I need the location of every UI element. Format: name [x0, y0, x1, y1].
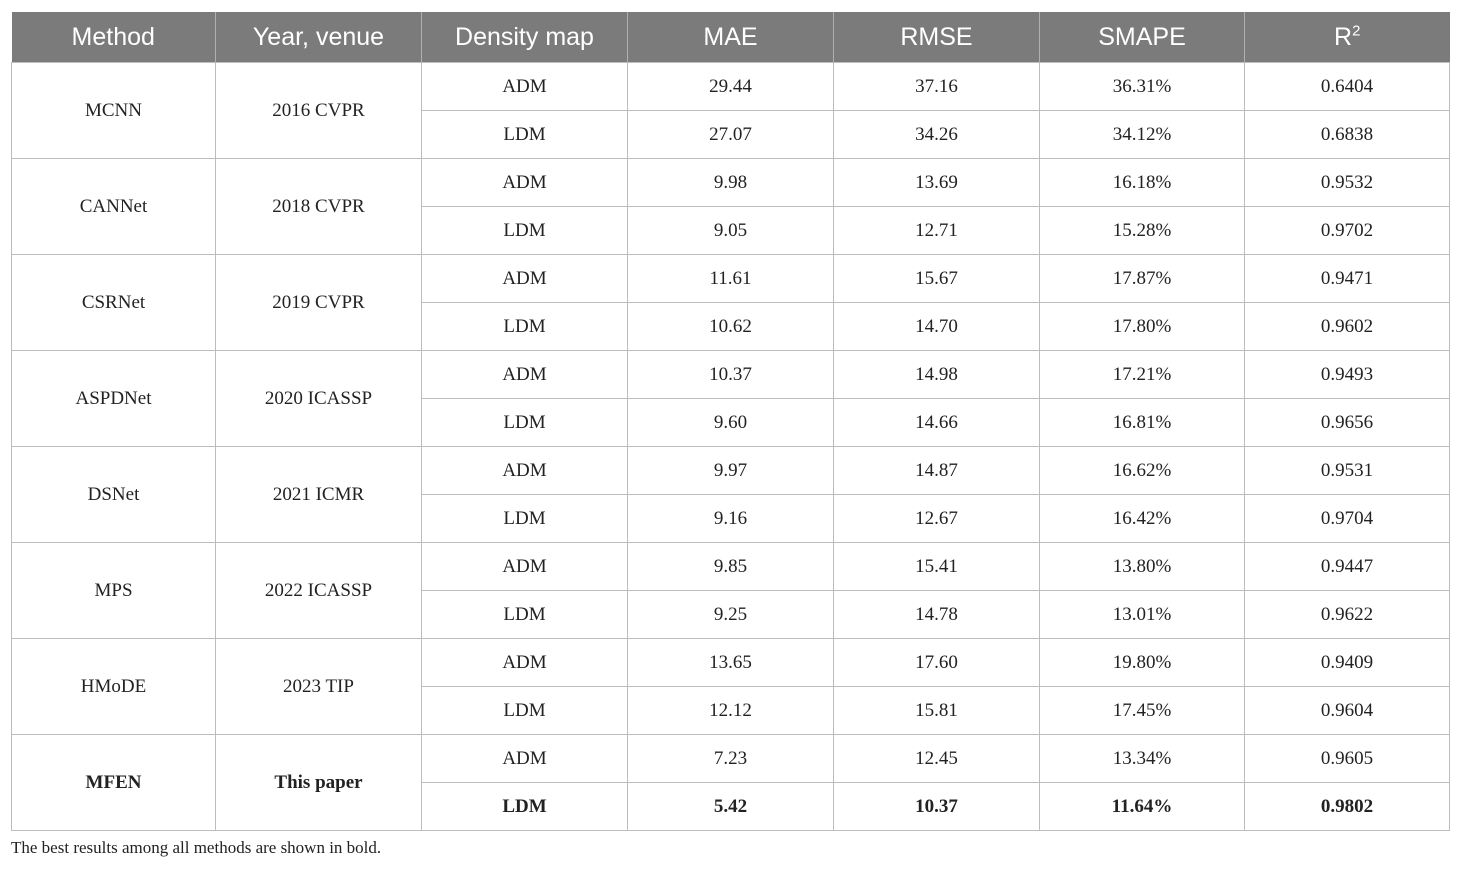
density-map-cell: LDM: [422, 687, 628, 735]
r2-cell: 0.9704: [1245, 495, 1450, 543]
density-map-cell: LDM: [422, 399, 628, 447]
smape-cell: 17.87%: [1040, 255, 1245, 303]
rmse-cell: 14.87: [834, 447, 1040, 495]
smape-cell: 16.62%: [1040, 447, 1245, 495]
method-cell: MCNN: [12, 63, 216, 159]
r2-cell: 0.9447: [1245, 543, 1450, 591]
rmse-cell: 14.98: [834, 351, 1040, 399]
density-map-cell: LDM: [422, 495, 628, 543]
table-row: [12, 351, 1450, 399]
mae-cell: 9.98: [628, 159, 834, 207]
year-venue-cell: 2018 CVPR: [216, 159, 422, 255]
smape-cell: 11.64%: [1040, 783, 1245, 831]
method-cell: CSRNet: [12, 255, 216, 351]
rmse-cell: 14.70: [834, 303, 1040, 351]
density-map-cell: LDM: [422, 111, 628, 159]
density-map-cell: ADM: [422, 639, 628, 687]
table-row: [12, 735, 1450, 783]
r2-cell: 0.9604: [1245, 687, 1450, 735]
density-map-cell: ADM: [422, 351, 628, 399]
r2-cell: 0.9493: [1245, 351, 1450, 399]
r2-cell: 0.9702: [1245, 207, 1450, 255]
r2-cell: 0.9622: [1245, 591, 1450, 639]
rmse-cell: 37.16: [834, 63, 1040, 111]
smape-cell: 16.18%: [1040, 159, 1245, 207]
table-row: [12, 63, 1450, 111]
mae-cell: 9.60: [628, 399, 834, 447]
r2-cell: 0.9656: [1245, 399, 1450, 447]
mae-cell: 12.12: [628, 687, 834, 735]
r2-cell: 0.6404: [1245, 63, 1450, 111]
method-cell: ASPDNet: [12, 351, 216, 447]
smape-cell: 16.42%: [1040, 495, 1245, 543]
table-row: [12, 639, 1450, 687]
header-r2-base: R: [1334, 22, 1353, 51]
rmse-cell: 34.26: [834, 111, 1040, 159]
density-map-cell: LDM: [422, 303, 628, 351]
rmse-cell: 14.78: [834, 591, 1040, 639]
method-cell: DSNet: [12, 447, 216, 543]
smape-cell: 13.80%: [1040, 543, 1245, 591]
smape-cell: 17.80%: [1040, 303, 1245, 351]
year-venue-cell: This paper: [216, 735, 422, 831]
results-table: [11, 12, 1450, 831]
table-row: [12, 255, 1450, 303]
mae-cell: 27.07: [628, 111, 834, 159]
header-rmse: RMSE: [834, 12, 1040, 63]
smape-cell: 36.31%: [1040, 63, 1245, 111]
rmse-cell: 12.45: [834, 735, 1040, 783]
header-year-venue: Year, venue: [216, 12, 422, 63]
density-map-cell: ADM: [422, 63, 628, 111]
table-row: [12, 543, 1450, 591]
year-venue-cell: 2023 TIP: [216, 639, 422, 735]
density-map-cell: LDM: [422, 783, 628, 831]
mae-cell: 7.23: [628, 735, 834, 783]
year-venue-cell: 2021 ICMR: [216, 447, 422, 543]
mae-cell: 9.16: [628, 495, 834, 543]
density-map-cell: LDM: [422, 591, 628, 639]
results-table-wrapper: [11, 12, 1449, 831]
r2-cell: 0.9471: [1245, 255, 1450, 303]
table-row: [12, 159, 1450, 207]
smape-cell: 13.01%: [1040, 591, 1245, 639]
table-row: [12, 447, 1450, 495]
density-map-cell: ADM: [422, 255, 628, 303]
header-density-map: Density map: [422, 12, 628, 63]
header-r2: [1245, 12, 1450, 63]
header-mae: MAE: [628, 12, 834, 63]
smape-cell: 15.28%: [1040, 207, 1245, 255]
header-method: Method: [12, 12, 216, 63]
method-cell: HMoDE: [12, 639, 216, 735]
smape-cell: 34.12%: [1040, 111, 1245, 159]
density-map-cell: ADM: [422, 447, 628, 495]
mae-cell: 11.61: [628, 255, 834, 303]
density-map-cell: ADM: [422, 159, 628, 207]
method-cell: MPS: [12, 543, 216, 639]
density-map-cell: LDM: [422, 207, 628, 255]
table-footnote: The best results among all methods are shown in bold.: [11, 838, 382, 857]
mae-cell: 10.37: [628, 351, 834, 399]
rmse-cell: 17.60: [834, 639, 1040, 687]
density-map-cell: ADM: [422, 543, 628, 591]
table-body: [12, 63, 1450, 831]
rmse-cell: 10.37: [834, 783, 1040, 831]
method-cell: MFEN: [12, 735, 216, 831]
smape-cell: 17.45%: [1040, 687, 1245, 735]
r2-cell: 0.9409: [1245, 639, 1450, 687]
rmse-cell: 15.67: [834, 255, 1040, 303]
header-r2-superscript: 2: [1352, 22, 1361, 40]
mae-cell: 10.62: [628, 303, 834, 351]
rmse-cell: 12.67: [834, 495, 1040, 543]
smape-cell: 16.81%: [1040, 399, 1245, 447]
year-venue-cell: 2020 ICASSP: [216, 351, 422, 447]
rmse-cell: 12.71: [834, 207, 1040, 255]
r2-cell: 0.6838: [1245, 111, 1450, 159]
smape-cell: 13.34%: [1040, 735, 1245, 783]
rmse-cell: 13.69: [834, 159, 1040, 207]
mae-cell: 9.25: [628, 591, 834, 639]
r2-cell: 0.9532: [1245, 159, 1450, 207]
rmse-cell: 14.66: [834, 399, 1040, 447]
mae-cell: 9.97: [628, 447, 834, 495]
header-smape: SMAPE: [1040, 12, 1245, 63]
density-map-cell: ADM: [422, 735, 628, 783]
mae-cell: 5.42: [628, 783, 834, 831]
mae-cell: 13.65: [628, 639, 834, 687]
r2-cell: 0.9531: [1245, 447, 1450, 495]
rmse-cell: 15.41: [834, 543, 1040, 591]
r2-cell: 0.9802: [1245, 783, 1450, 831]
smape-cell: 17.21%: [1040, 351, 1245, 399]
year-venue-cell: 2016 CVPR: [216, 63, 422, 159]
rmse-cell: 15.81: [834, 687, 1040, 735]
method-cell: CANNet: [12, 159, 216, 255]
r2-cell: 0.9605: [1245, 735, 1450, 783]
year-venue-cell: 2022 ICASSP: [216, 543, 422, 639]
smape-cell: 19.80%: [1040, 639, 1245, 687]
mae-cell: 29.44: [628, 63, 834, 111]
header-row: [12, 12, 1450, 63]
r2-cell: 0.9602: [1245, 303, 1450, 351]
mae-cell: 9.85: [628, 543, 834, 591]
mae-cell: 9.05: [628, 207, 834, 255]
year-venue-cell: 2019 CVPR: [216, 255, 422, 351]
